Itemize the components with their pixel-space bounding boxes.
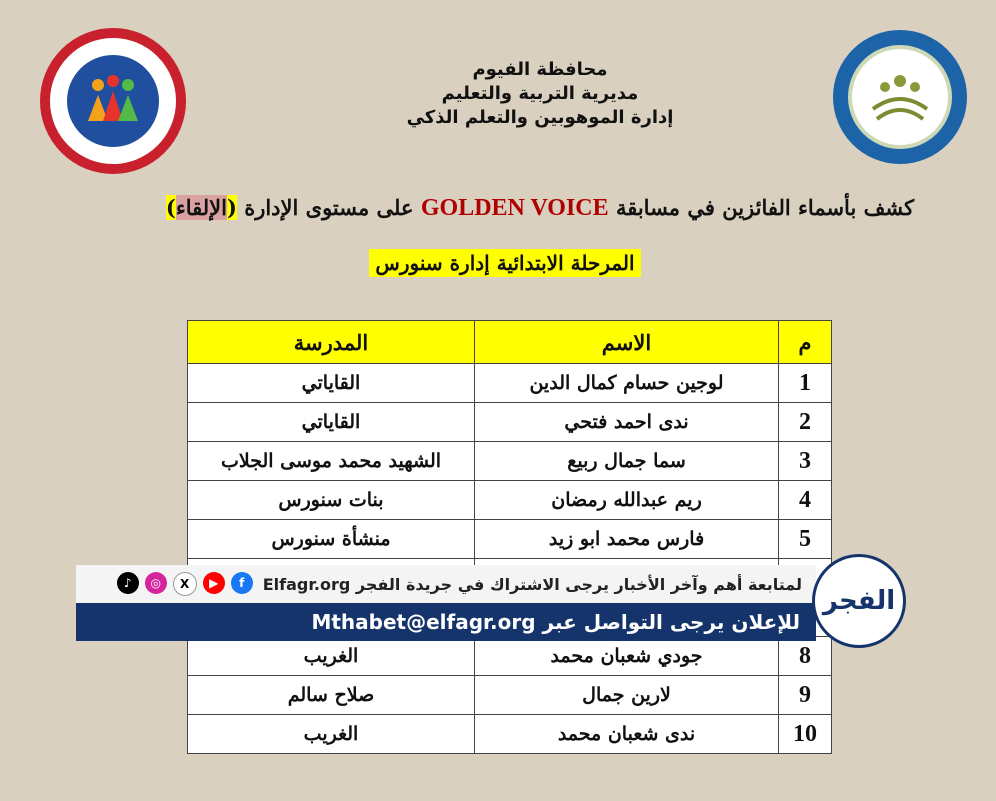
page-title: [160, 192, 920, 224]
row-number: 8: [779, 637, 832, 676]
tiktok-icon[interactable]: ♪: [117, 572, 139, 594]
table-row: [188, 403, 832, 442]
table-row: [188, 715, 832, 754]
school-name: الشهيد محمد موسى الجلاب: [188, 442, 475, 481]
row-number: 9: [779, 676, 832, 715]
school-name: منشأة سنورس: [188, 520, 475, 559]
school-name: القاياتي: [188, 403, 475, 442]
student-name: سما جمال ربيع: [475, 442, 779, 481]
education-directorate-logo: [833, 30, 967, 164]
row-number: 10: [779, 715, 832, 754]
student-name: لوجين حسام كمال الدين: [475, 364, 779, 403]
badge-text: الفجر: [822, 586, 896, 616]
contact-banner[interactable]: [76, 603, 816, 641]
table-row: [188, 676, 832, 715]
school-name: القاياتي: [188, 364, 475, 403]
facebook-icon[interactable]: f: [231, 572, 253, 594]
table-row: [188, 442, 832, 481]
table-row: [188, 637, 832, 676]
category-paren-open: (: [226, 195, 237, 220]
youtube-icon[interactable]: ▶: [203, 572, 225, 594]
category-paren-close: ): [165, 195, 176, 220]
category-label: الإلقاء: [175, 195, 227, 220]
instagram-icon[interactable]: ◎: [145, 572, 167, 594]
golden-voice-label: GOLDEN VOICE: [420, 195, 609, 221]
table-row: [188, 364, 832, 403]
row-number: 4: [779, 481, 832, 520]
social-icons: [117, 572, 253, 596]
governorate-name: محافظة الفيوم: [472, 59, 608, 80]
title-part1: كشف بأسماء الفائزين في مسابقة: [615, 195, 915, 220]
row-number: 3: [779, 442, 832, 481]
department-name: إدارة الموهوبين والتعلم الذكي: [406, 107, 674, 128]
x-icon[interactable]: X: [173, 572, 197, 596]
stage-district-label: المرحلة الابتدائية إدارة سنورس: [369, 249, 640, 277]
row-number: 1: [779, 364, 832, 403]
student-name: ريم عبدالله رمضان: [475, 481, 779, 520]
student-name: فارس محمد ابو زيد: [475, 520, 779, 559]
laurel-emblem-icon: [848, 45, 952, 149]
student-name: لارين جمال: [475, 676, 779, 715]
school-name: بنات سنورس: [188, 481, 475, 520]
title-part2: على مستوى الإدارة: [244, 195, 414, 220]
table-row: [188, 481, 832, 520]
row-number: 5: [779, 520, 832, 559]
school-name: صلاح سالم: [188, 676, 475, 715]
header-school: المدرسة: [188, 321, 475, 364]
school-name: الغريب: [188, 715, 475, 754]
header-name: الاسم: [475, 321, 779, 364]
follow-text: لمتابعة أهم وآخر الأخبار يرجى الاشتراك في جريدة الفجر Elfagr.org: [262, 574, 802, 594]
directorate-name: مديرية التربية والتعليم: [441, 83, 639, 104]
student-name: ندى احمد فتحي: [475, 403, 779, 442]
student-name: ندى شعبان محمد: [475, 715, 779, 754]
table-row: [188, 520, 832, 559]
elfagr-logo[interactable]: [812, 554, 906, 648]
school-name: الغريب: [188, 637, 475, 676]
header-block: [340, 58, 740, 130]
table-header-row: [188, 321, 832, 364]
header-num: م: [779, 321, 832, 364]
follow-banner[interactable]: [76, 565, 816, 603]
winners-table: [187, 320, 832, 754]
row-number: 2: [779, 403, 832, 442]
subtitle: [355, 251, 655, 275]
people-emblem-icon: [67, 55, 159, 147]
fayoum-gifted-logo: [40, 28, 186, 174]
student-name: جودي شعبان محمد: [475, 637, 779, 676]
contact-text: للإعلان يرجى التواصل عبر Mthabet@elfagr.org: [311, 610, 800, 634]
